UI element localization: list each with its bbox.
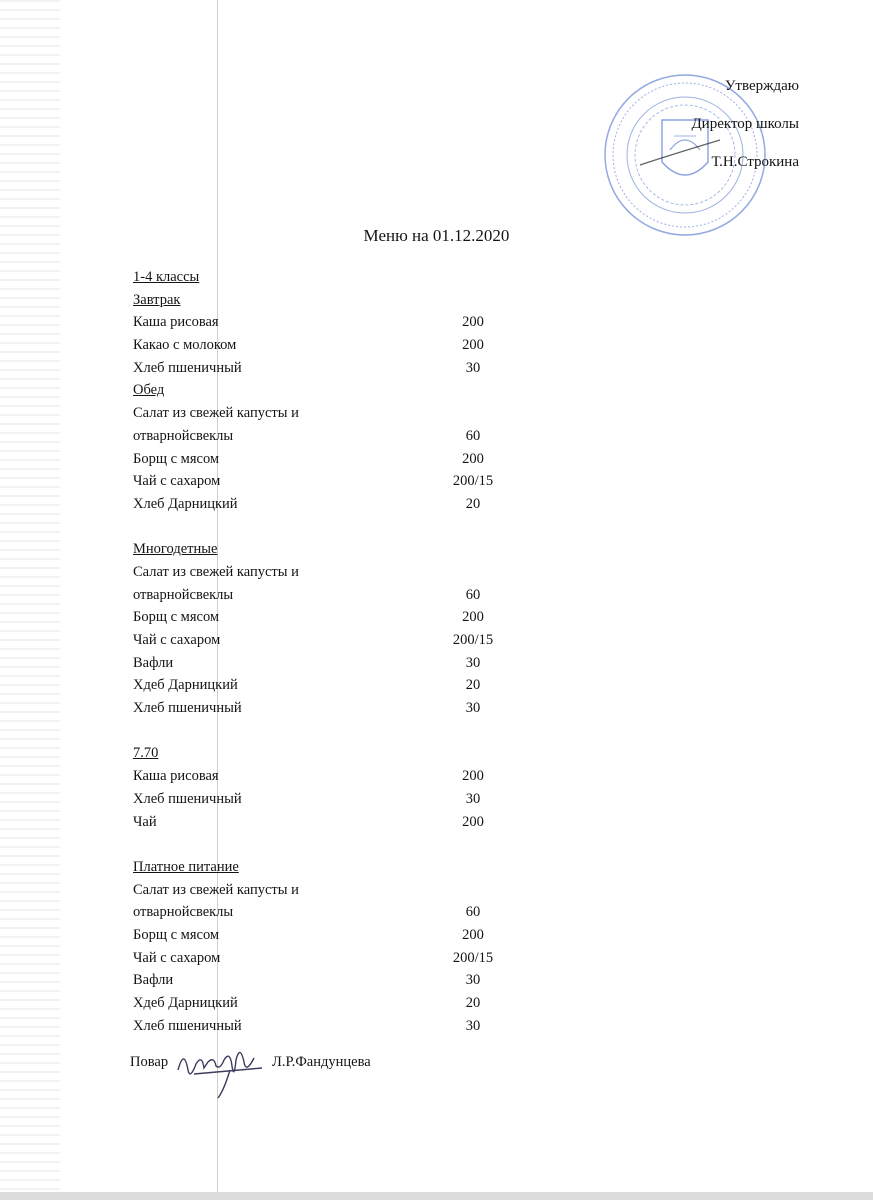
dish-name: Чай с сахаром	[133, 473, 221, 490]
menu-item-row	[133, 924, 553, 947]
dish-name: Какао с молоком	[133, 337, 237, 354]
menu-item-row	[133, 833, 553, 856]
menu-item-row	[133, 720, 553, 743]
portion-amount: 200	[462, 926, 484, 943]
portion-amount: 20	[465, 677, 481, 694]
dish-name: отварнойсвеклы	[133, 586, 234, 603]
menu-item-row	[133, 947, 553, 970]
approval-signatory: Т.Н.Строкина	[711, 154, 799, 170]
menu-section-heading	[133, 742, 553, 765]
section-title: 1-4 классы	[133, 269, 200, 285]
menu-item-row	[133, 606, 553, 629]
portion-amount: 200	[462, 813, 484, 830]
menu-item-row	[133, 674, 553, 697]
menu-item-row	[133, 425, 553, 448]
approval-block	[691, 76, 799, 190]
section-title: Многодетные	[133, 541, 218, 558]
menu-section-heading	[133, 538, 553, 561]
menu-list	[133, 266, 553, 1037]
dish-name: Салат из свежей капусты и	[133, 881, 299, 898]
portion-amount: 30	[465, 359, 481, 376]
portion-amount: 30	[465, 790, 481, 807]
dish-name: отварнойсвеклы	[133, 904, 234, 921]
menu-item-row	[133, 493, 553, 516]
dish-name: Салат из свежей капусты и	[133, 563, 299, 580]
dish-name: отварнойсвеклы	[133, 427, 234, 444]
portion-amount: 200	[462, 337, 484, 354]
menu-item-row	[133, 402, 553, 425]
dish-name: Хдеб Дарницкий	[133, 677, 238, 694]
section-title: Завтрак	[133, 291, 181, 308]
menu-item-row	[133, 969, 553, 992]
portion-amount: 30	[465, 654, 481, 671]
portion-amount: 200	[462, 450, 484, 467]
portion-amount: 200/15	[452, 473, 494, 490]
portion-amount: 200	[462, 314, 484, 331]
menu-item-row	[133, 629, 553, 652]
menu-item-row	[133, 334, 553, 357]
portion-amount: 20	[465, 495, 481, 512]
dish-name: Каша рисовая	[133, 314, 219, 331]
dish-name: Хлеб пшеничный	[133, 1017, 242, 1034]
page-title: Меню на 01.12.2020	[363, 226, 510, 245]
dish-name: Каша рисовая	[133, 768, 219, 785]
menu-item-row	[133, 470, 553, 493]
dish-name: Хлеб пшеничный	[133, 700, 242, 717]
dish-name: Хлеб Дарницкий	[133, 495, 238, 512]
menu-section-heading	[133, 379, 553, 402]
portion-amount: 60	[465, 904, 481, 921]
menu-item-row	[133, 901, 553, 924]
menu-item-row	[133, 811, 553, 834]
menu-section-heading	[133, 289, 553, 312]
section-title: Обед	[133, 382, 165, 399]
dish-name: Чай	[133, 813, 157, 830]
portion-amount: 200	[462, 609, 484, 626]
portion-amount: 200	[462, 768, 484, 785]
approval-line: Утверждаю	[724, 78, 799, 94]
section-title: 7.70	[133, 745, 159, 762]
menu-item-row	[133, 448, 553, 471]
dish-name: Хлеб пшеничный	[133, 359, 242, 376]
menu-section-heading	[133, 856, 553, 879]
section-title: Платное питание	[133, 858, 239, 875]
dish-name: Салат из свежей капусты и	[133, 405, 299, 422]
scan-noise	[0, 0, 60, 1200]
menu-item-row	[133, 992, 553, 1015]
portion-amount: 20	[465, 995, 481, 1011]
menu-item-row	[133, 357, 553, 380]
cook-name: Л.Р.Фандунцева	[272, 1054, 371, 1070]
portion-amount: 200/15	[452, 949, 494, 966]
menu-item-row	[133, 311, 553, 334]
dish-name: Борщ с мясом	[133, 926, 220, 943]
dish-name: Чай с сахаром	[133, 632, 221, 648]
menu-item-row	[133, 788, 553, 811]
portion-amount: 30	[465, 1017, 481, 1034]
dish-name: Вафли	[133, 972, 174, 989]
menu-item-row	[133, 697, 553, 720]
portion-amount: 30	[465, 972, 481, 989]
portion-amount: 60	[465, 427, 481, 444]
menu-item-row	[133, 561, 553, 584]
menu-item-row	[133, 516, 553, 539]
portion-amount: 200/15	[452, 632, 494, 648]
scan-edge	[0, 1192, 873, 1200]
menu-item-row	[133, 652, 553, 675]
dish-name: Борщ с мясом	[133, 450, 220, 467]
dish-name: Чай с сахаром	[133, 949, 221, 966]
approval-position: Директор школы	[691, 116, 799, 132]
portion-amount: 30	[465, 700, 481, 717]
menu-item-row	[133, 584, 553, 607]
handwritten-signature-icon	[174, 1040, 266, 1102]
menu-item-row	[133, 879, 553, 902]
dish-name: Вафли	[133, 654, 174, 671]
menu-item-row	[133, 1015, 553, 1038]
cook-label: Повар	[130, 1054, 169, 1070]
menu-item-row	[133, 765, 553, 788]
dish-name: Борщ с мясом	[133, 609, 220, 626]
portion-amount: 60	[465, 586, 481, 603]
dish-name: Хлеб пшеничный	[133, 790, 242, 807]
dish-name: Хдеб Дарницкий	[133, 995, 238, 1011]
menu-section-heading	[133, 266, 553, 289]
